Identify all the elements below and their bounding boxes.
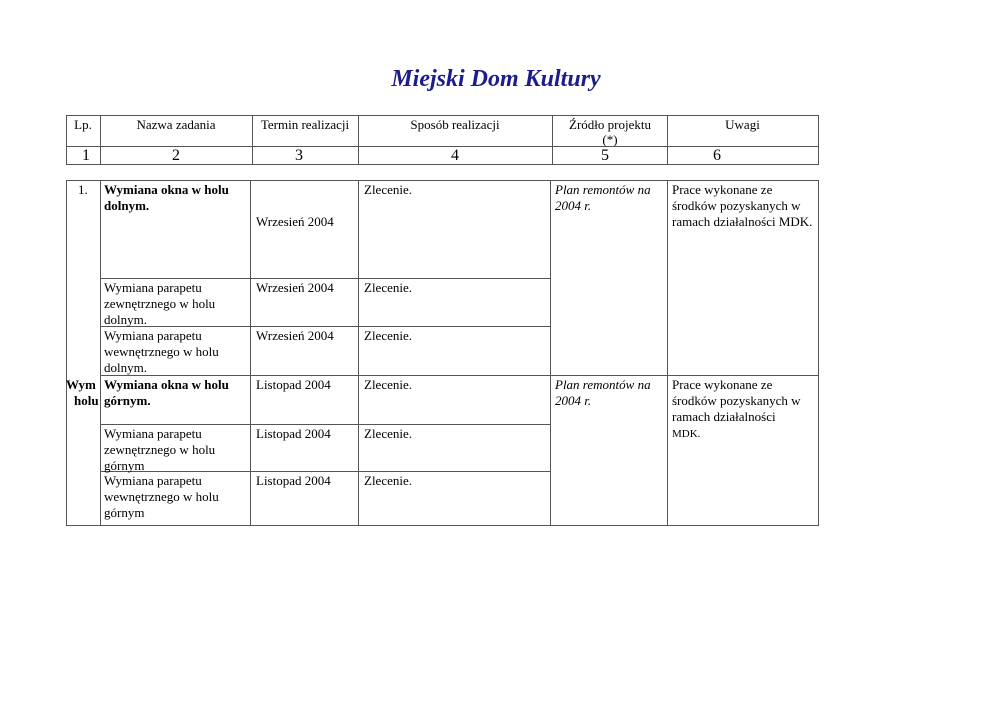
group-2-source: Plan remontów na 2004 r. (555, 377, 651, 408)
task-term: Wrzesień 2004 (256, 328, 334, 343)
col-header-method: Sposób realizacji (410, 117, 500, 132)
task-name: Wymiana parapetu zewnętrznego w holu dolnym. (104, 280, 216, 327)
task-method: Zlecenie. (364, 328, 412, 343)
group-1-lp: 1. (78, 182, 88, 197)
task-term: Listopad 2004 (256, 473, 331, 488)
group-1-source: Plan remontów na 2004 r. (555, 182, 651, 213)
col-number-5: 5 (601, 147, 609, 164)
col-number-6: 6 (713, 147, 721, 164)
task-name: Wymiana okna w holu dolnym. (104, 182, 229, 213)
task-name: Wymiana parapetu wewnętrznego w holu dolnym. (104, 328, 219, 375)
col-number-4: 4 (451, 147, 459, 164)
task-term: Wrzesień 2004 (256, 214, 334, 229)
task-name: Wymiana okna w holu górnym. (104, 377, 229, 408)
task-method: Zlecenie. (364, 182, 412, 197)
col-number-3: 3 (295, 147, 303, 164)
task-method: Zlecenie. (364, 280, 412, 295)
col-header-term: Termin realizacji (260, 117, 350, 132)
task-method: Zlecenie. (364, 377, 412, 392)
col-header-lp: Lp. (74, 117, 92, 132)
col-number-1: 1 (82, 147, 90, 164)
task-name: Wymiana parapetu wewnętrznego w holu górnym (104, 473, 219, 520)
group-2-lp-overflow-line2: holu (74, 393, 99, 408)
task-term: Wrzesień 2004 (256, 280, 334, 295)
group-2-notes-tail: MDK. (672, 428, 701, 440)
group-2-lp-overflow: Wym (66, 377, 96, 392)
col-number-2: 2 (172, 147, 180, 164)
task-method: Zlecenie. (364, 426, 412, 441)
task-term: Listopad 2004 (256, 377, 331, 392)
group-2-notes: Prace wykonane ze środków pozyskanych w ramach działalności (672, 377, 801, 424)
col-header-notes: Uwagi (725, 117, 760, 132)
col-header-source: Źródło projektu (*) (569, 117, 651, 147)
task-name: Wymiana parapetu zewnętrznego w holu górnym (104, 426, 216, 473)
page-title: Miejski Dom Kultury (391, 66, 601, 92)
group-1-notes: Prace wykonane ze środków pozyskanych w ramach działalności MDK. (672, 182, 813, 229)
col-header-task: Nazwa zadania (136, 117, 216, 132)
task-method: Zlecenie. (364, 473, 412, 488)
task-term: Listopad 2004 (256, 426, 331, 441)
